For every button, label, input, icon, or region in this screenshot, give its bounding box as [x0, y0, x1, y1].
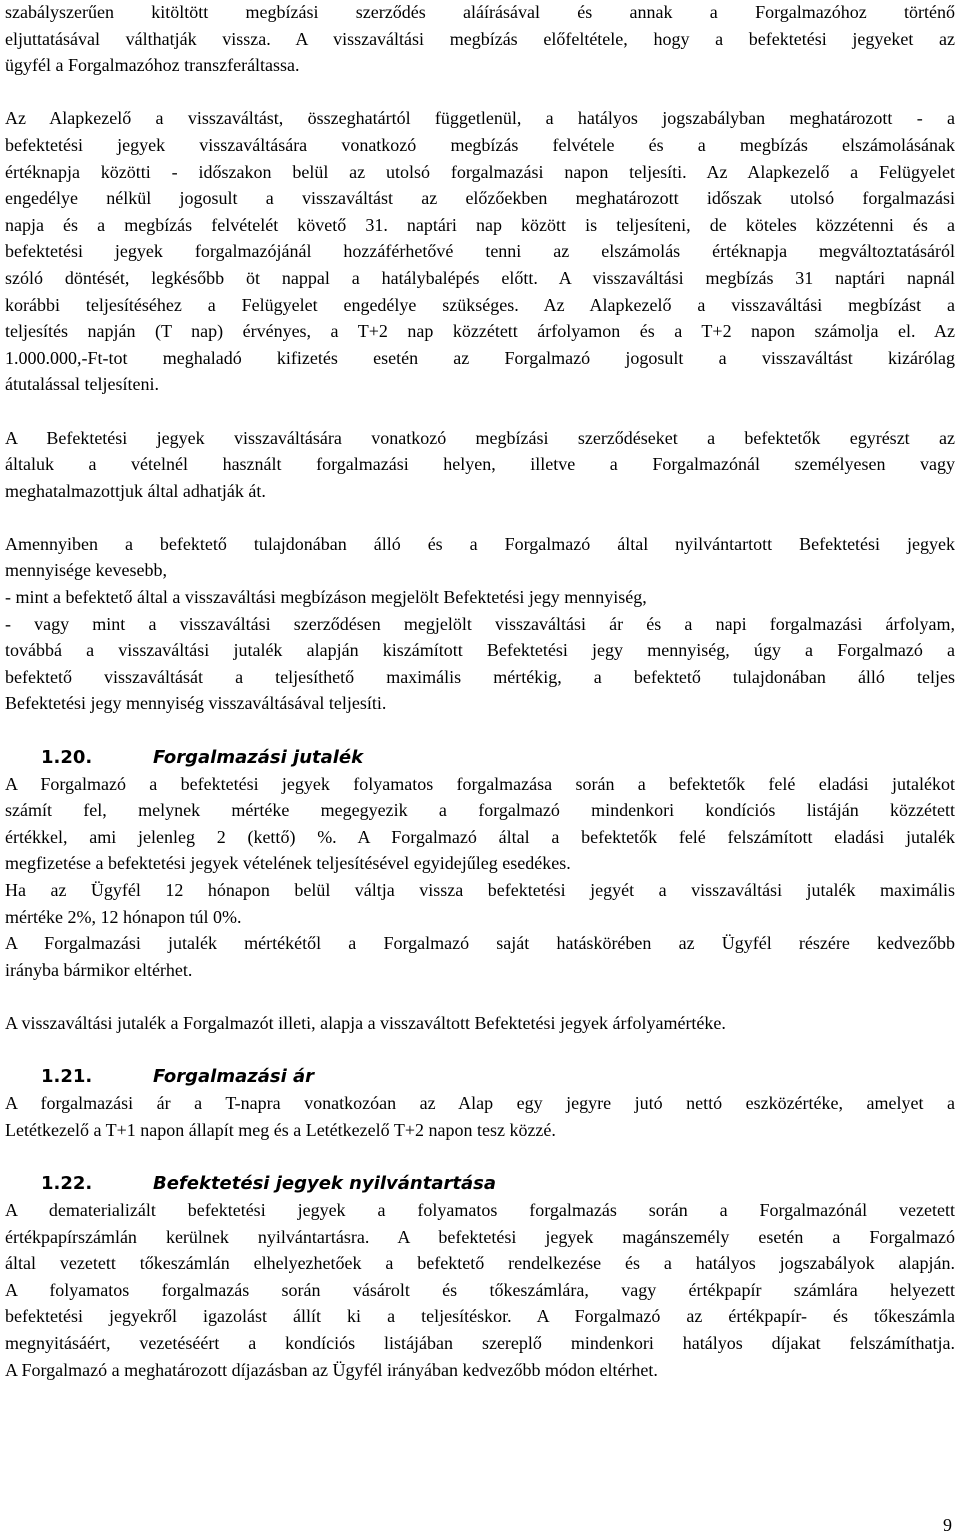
text-line: Befektetési jegy mennyiség visszaváltásával teljesíti.: [5, 693, 387, 714]
text-line: meghatalmazottjuk által adhatják át.: [5, 480, 266, 501]
text-line: befektetési jegyek visszaváltására vonatkozó megbízás felvétele és a megbízás elszámolásának: [5, 134, 955, 155]
section-title: Forgalmazási jutalék: [153, 746, 364, 768]
text-line: A folyamatos forgalmazás során vásárolt és tőkeszámlára, vagy értékpapír számlára helyezett: [5, 1279, 955, 1300]
text-line: - mint a befektető által a visszaváltási megbízáson megjelölt Befektetési jegy mennyiség,: [5, 587, 647, 608]
text-line: értéknapja közötti - időszakon belül az utolsó forgalmazási napon teljesíti. Az Alapkezelő a Felügyelet: [5, 161, 955, 182]
text-line: értékkel, ami jelenleg 2 (kettő) %. A Forgalmazó által a befektetők felé felszámított eladási jutalék: [5, 826, 955, 847]
text-line: - vagy mint a visszaváltási szerződésen megjelölt visszaváltási ár és a napi forgalmazási árfolyam,: [5, 613, 955, 634]
text-line: engedélye nélkül jogosult a visszaváltást az előzőekben meghatározott időszak utolsó forgalmazási: [5, 188, 955, 209]
section-number: 1.20.: [41, 746, 93, 768]
document-page: [5, 0, 955, 1383]
section-number: 1.22.: [41, 1172, 93, 1194]
text-line: ügyfél a Forgalmazóhoz transzferáltassa.: [5, 55, 300, 76]
section-heading-1-22: [5, 1170, 955, 1197]
paragraph-sales-commission: [5, 771, 955, 984]
text-line: Ha az Ügyfél 12 hónapon belül váltja vissza befektetési jegyét a visszaváltási jutalék maximális: [5, 880, 955, 900]
text-line: szabályszerűen kitöltött megbízási szerződés aláírásával és annak a Forgalmazóhoz történő: [5, 2, 955, 22]
text-line: befektetési jegyekről igazolást állít ki a teljesítéskor. A Forgalmazó az értékpapír- és tőkeszámla: [5, 1306, 955, 1327]
text-line: Letétkezelő a T+1 napon állapít meg és a Letétkezelő T+2 napon tesz közzé.: [5, 1119, 556, 1140]
section-heading-1-20: [5, 744, 955, 771]
text-line: megfizetése a befektetési jegyek vételének teljesítésével egyidejűleg esedékes.: [5, 853, 571, 874]
text-line: szóló döntését, legkésőbb öt nappal a hatálybalépés előtt. A visszaváltási megbízás 31 naptári napnál: [5, 267, 955, 288]
text-line: A Forgalmazó a meghatározott díjazásban az Ügyfél irányában kedvezőbb módon eltérhet.: [5, 1359, 658, 1380]
text-line: A dematerializált befektetési jegyek a folyamatos forgalmazás során a Forgalmazónál vezetett: [5, 1199, 955, 1220]
text-line: eljuttatásával válthatják vissza. A visszaváltási megbízás előfeltétele, hogy a befektetési jegyeket az: [5, 28, 955, 49]
text-line: 1.000.000,-Ft-tot meghaladó kifizetés esetén az Forgalmazó jogosult a visszaváltást kizárólag: [5, 347, 955, 368]
text-line: mértéke 2%, 12 hónapon túl 0%.: [5, 906, 242, 927]
text-line: A Forgalmazási jutalék mértékétől a Forgalmazó saját hatáskörében az Ügyfél részére kedvezőbb: [5, 933, 955, 954]
text-line: befektetési jegyek forgalmazójánál hozzáférhetővé tenni az elszámolás értéknapja megváltoztatásáról: [5, 241, 955, 262]
paragraph-redemption-contracts: [5, 425, 955, 505]
text-line: értékpapírszámlán kerülnek nyilvántartásra. A befektetési jegyek magánszemély esetén a Forgalmazó: [5, 1226, 955, 1247]
section-title: Forgalmazási ár: [153, 1066, 315, 1088]
page-number: 9: [943, 1515, 952, 1535]
paragraph-redemption-settlement: [5, 105, 955, 398]
text-line: Amennyiben a befektető tulajdonában álló és a Forgalmazó által nyilvántartott Befektetési jegyek: [5, 533, 955, 554]
paragraph-insufficient-quantity: [5, 531, 955, 717]
text-line: megnyitásáért, vezetéséért a kondíciós listájában szereplő mindenkori hatályos díjakat felszámíthatja.: [5, 1332, 955, 1353]
text-line: számít fel, melynek mértéke megegyezik a forgalmazó mindenkori kondíciós listáján közzétett: [5, 800, 955, 821]
paragraph-redemption-commission: [5, 1010, 955, 1037]
text-line: általuk a vételnél használt forgalmazási helyen, illetve a Forgalmazónál személyesen vagy: [5, 454, 955, 475]
text-line: befektető visszaváltását a teljesíthető maximális mértékig, a befektető tulajdonában álló teljes: [5, 666, 955, 687]
text-line: teljesítés napján (T nap) érvényes, a T+2 nap közzétett árfolyamon és a T+2 napon számolja el. Az: [5, 321, 955, 342]
text-line: A forgalmazási ár a T-napra vonatkozóan az Alap egy jegyre jutó nettó eszközértéke, amelyet a: [5, 1093, 955, 1114]
text-line: által vezetett tőkeszámlán elhelyezhetőek a befektető rendelkezése és a hatályos jogszabályok alapján.: [5, 1253, 955, 1274]
paragraph-registration: [5, 1197, 955, 1383]
text-line: A visszaváltási jutalék a Forgalmazót illeti, alapja a visszaváltott Befektetési jegyek árfolyamértéke.: [5, 1012, 726, 1033]
paragraph-redemption-intro: [5, 0, 955, 79]
text-line: A Forgalmazó a befektetési jegyek folyamatos forgalmazása során a befektetők felé eladási jutalékot: [5, 773, 955, 794]
text-line: A Befektetési jegyek visszaváltására vonatkozó megbízási szerződéseket a befektetők egyrészt az: [5, 427, 955, 448]
paragraph-distribution-price: [5, 1090, 955, 1143]
text-line: irányba bármikor eltérhet.: [5, 959, 193, 980]
text-line: továbbá a visszaváltási jutalék alapján kiszámított Befektetési jegy mennyiség, úgy a Forgalmazó a: [5, 640, 955, 661]
text-line: átutalással teljesíteni.: [5, 374, 159, 395]
section-heading-1-21: [5, 1063, 955, 1090]
text-line: napja és a megbízás felvételét követő 31. naptári nap között is teljesíteni, de köteles közzétenni és a: [5, 214, 955, 235]
text-line: mennyisége kevesebb,: [5, 560, 167, 581]
text-line: Az Alapkezelő a visszaváltást, összeghatártól függetlenül, a hatályos jogszabályban meghatározott - a: [5, 108, 955, 129]
section-number: 1.21.: [41, 1066, 93, 1088]
text-line: korábbi teljesítéséhez a Felügyelet engedélye szükséges. Az Alapkezelő a visszaváltási megbízást a: [5, 294, 955, 315]
section-title: Befektetési jegyek nyilvántartása: [153, 1172, 496, 1194]
